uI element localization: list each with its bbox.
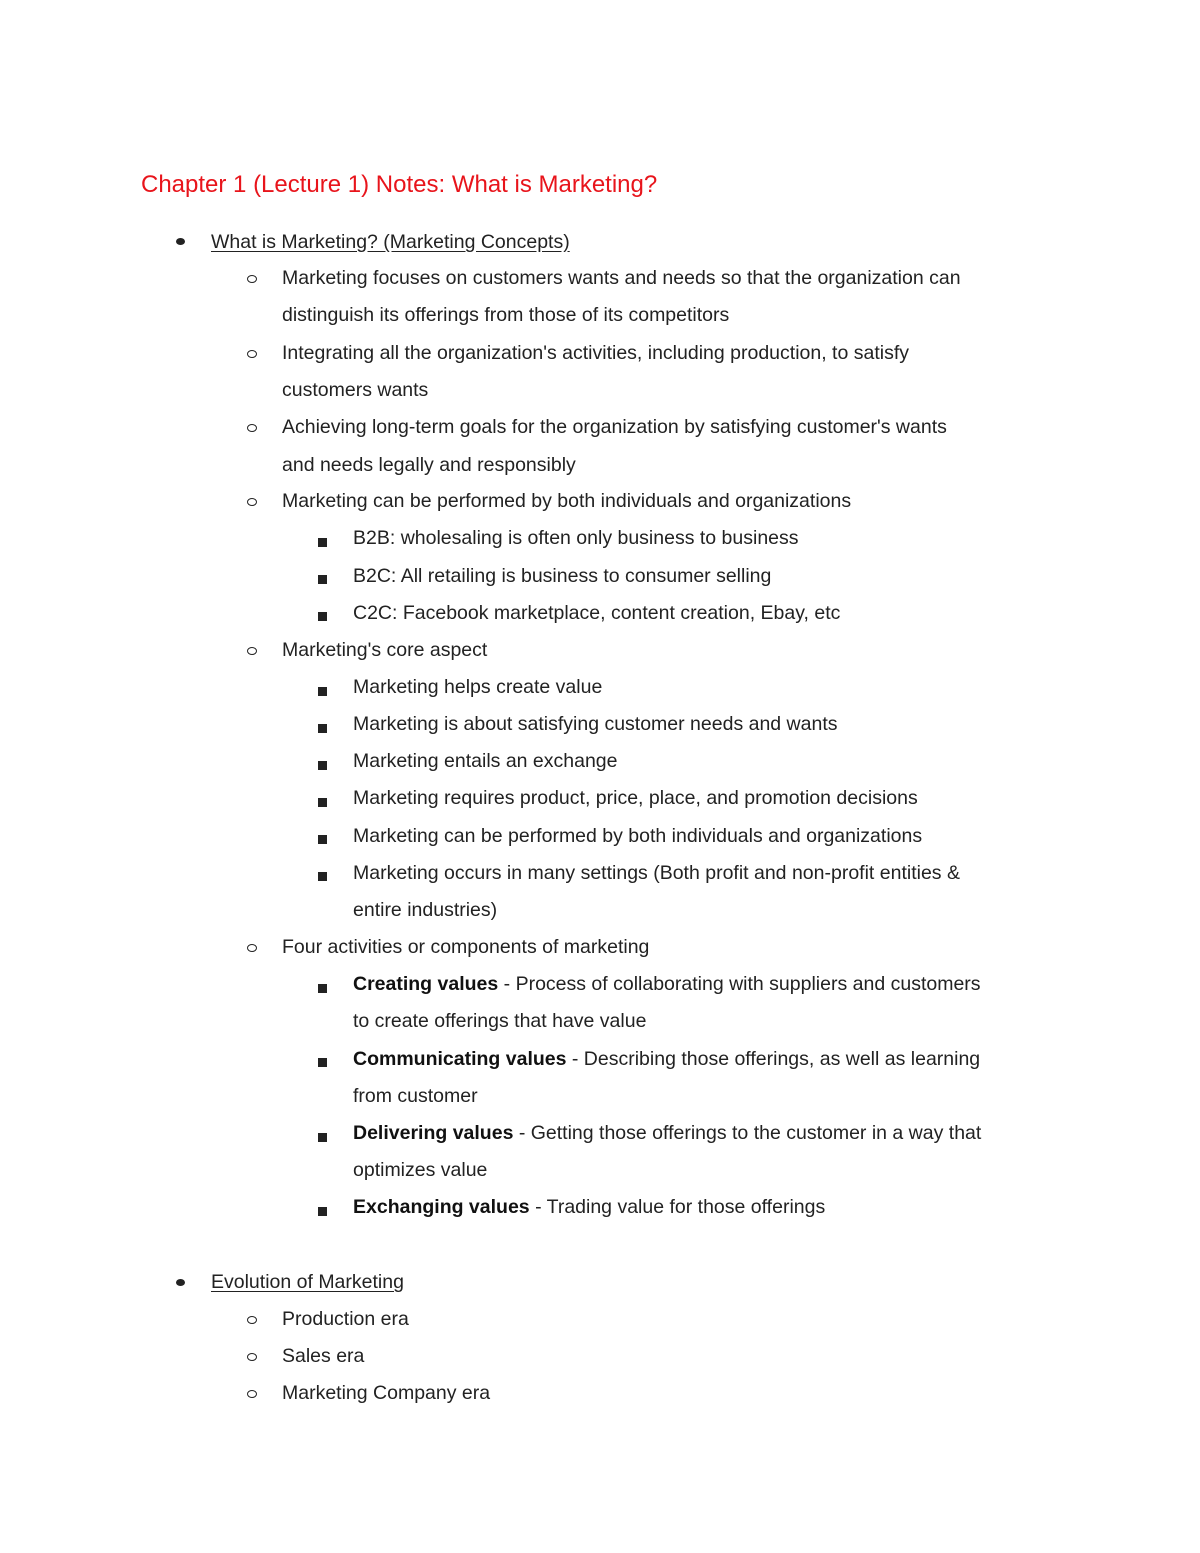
bullet-circle-icon xyxy=(247,1316,257,1324)
activity-continuation: from customer xyxy=(353,1085,478,1107)
activity-desc: - Describing those offerings, as well as learning xyxy=(566,1048,981,1070)
activity-term: Creating values xyxy=(353,973,499,995)
bullet-square-icon xyxy=(318,575,327,584)
sub-list-item: B2B: wholesaling is often only business to business xyxy=(353,527,799,549)
bullet-square-icon xyxy=(318,1133,327,1142)
activity-item xyxy=(353,972,981,996)
bullet-circle-icon xyxy=(247,275,257,283)
bullet-square-icon xyxy=(318,872,327,881)
bullet-disc-icon xyxy=(176,1279,185,1286)
bullet-circle-icon xyxy=(247,647,257,655)
sub-list-item: Marketing can be performed by both individuals and organizations xyxy=(353,825,923,847)
bullet-circle-icon xyxy=(247,424,257,432)
bullet-circle-icon xyxy=(247,1353,257,1361)
list-item-continuation: distinguish its offerings from those of its competitors xyxy=(282,304,730,326)
list-item-continuation: customers wants xyxy=(282,379,429,401)
list-item: Marketing can be performed by both individuals and organizations xyxy=(282,490,852,512)
bullet-square-icon xyxy=(318,724,327,733)
activity-term: Delivering values xyxy=(353,1122,514,1144)
bullet-circle-icon xyxy=(247,1390,257,1398)
section-heading: What is Marketing? (Marketing Concepts) xyxy=(211,231,570,253)
list-item: Sales era xyxy=(282,1345,365,1367)
activity-desc: - Process of collaborating with suppliers and customers xyxy=(498,973,981,995)
sub-list-item: Marketing is about satisfying customer needs and wants xyxy=(353,713,838,735)
section-heading: Evolution of Marketing xyxy=(211,1271,404,1293)
sub-list-item: Marketing occurs in many settings (Both profit and non-profit entities & xyxy=(353,862,960,884)
sub-list-item: B2C: All retailing is business to consumer selling xyxy=(353,565,772,587)
sub-list-item: Marketing requires product, price, place, and promotion decisions xyxy=(353,787,918,809)
bullet-circle-icon xyxy=(247,944,257,952)
bullet-disc-icon xyxy=(176,238,185,245)
bullet-square-icon xyxy=(318,798,327,807)
bullet-square-icon xyxy=(318,1058,327,1067)
bullet-square-icon xyxy=(318,687,327,696)
activity-item xyxy=(353,1121,981,1145)
sub-list-item: C2C: Facebook marketplace, content creation, Ebay, etc xyxy=(353,602,841,624)
activity-desc: - Trading value for those offerings xyxy=(529,1196,826,1218)
bullet-square-icon xyxy=(318,538,327,547)
bullet-square-icon xyxy=(318,612,327,621)
list-item: Four activities or components of marketing xyxy=(282,936,650,958)
activity-item xyxy=(353,1195,825,1219)
bullet-square-icon xyxy=(318,1207,327,1216)
list-item: Marketing's core aspect xyxy=(282,639,488,661)
list-item: Production era xyxy=(282,1308,409,1330)
bullet-square-icon xyxy=(318,761,327,770)
activity-item xyxy=(353,1047,980,1071)
list-item: Achieving long-term goals for the organization by satisfying customer's wants xyxy=(282,416,947,438)
bullet-circle-icon xyxy=(247,498,257,506)
bullet-square-icon xyxy=(318,835,327,844)
activity-term: Communicating values xyxy=(353,1048,567,1070)
bullet-circle-icon xyxy=(247,350,257,358)
activity-desc: - Getting those offerings to the customer in a way that xyxy=(513,1122,982,1144)
page-title: Chapter 1 (Lecture 1) Notes: What is Marketing? xyxy=(141,171,658,198)
list-item: Marketing Company era xyxy=(282,1382,491,1404)
activity-continuation: optimizes value xyxy=(353,1159,488,1181)
bullet-square-icon xyxy=(318,984,327,993)
activity-term: Exchanging values xyxy=(353,1196,530,1218)
activity-continuation: to create offerings that have value xyxy=(353,1010,647,1032)
sub-list-item: Marketing entails an exchange xyxy=(353,750,618,772)
list-item-continuation: and needs legally and responsibly xyxy=(282,454,576,476)
sub-list-item-continuation: entire industries) xyxy=(353,899,498,921)
sub-list-item: Marketing helps create value xyxy=(353,676,603,698)
list-item: Integrating all the organization's activities, including production, to satisfy xyxy=(282,342,909,364)
list-item: Marketing focuses on customers wants and needs so that the organization can xyxy=(282,267,961,289)
